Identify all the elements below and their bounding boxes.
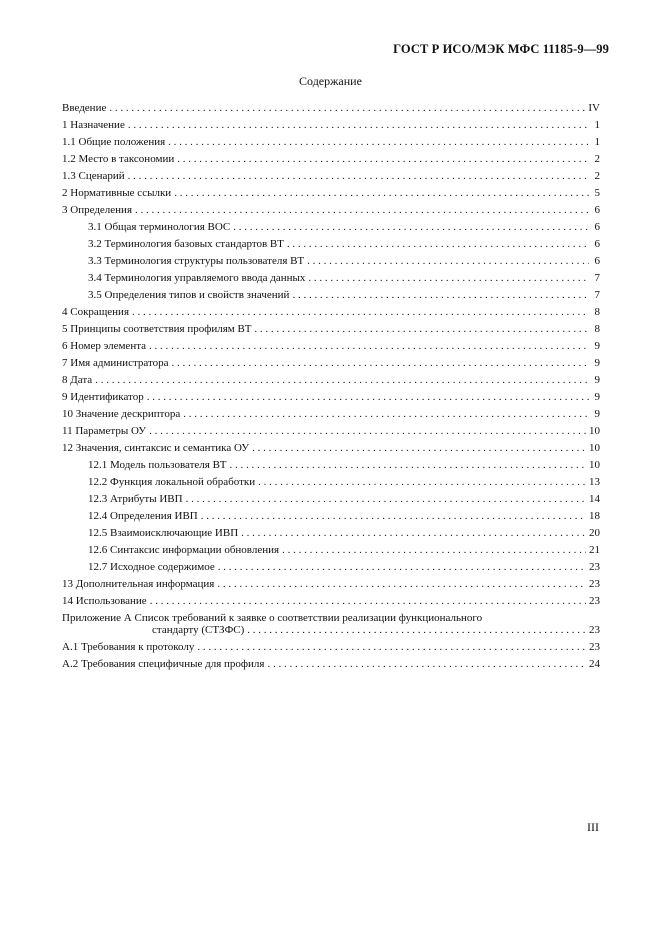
toc-entry-label: 12.1 Модель пользователя ВТ: [88, 459, 227, 471]
toc-leader-dots: [218, 561, 586, 574]
toc-leader-dots: [168, 136, 589, 149]
toc-entry: [62, 323, 600, 336]
toc-entry-page: 8: [594, 306, 600, 318]
toc-entry: [62, 340, 600, 353]
toc-entry-label: 1.3 Сценарий: [62, 170, 125, 182]
toc-entry-page: 6: [594, 238, 600, 250]
toc-entry-page: 9: [594, 374, 600, 386]
toc-leader-dots: [177, 153, 589, 166]
toc-leader-dots: [186, 493, 586, 506]
table-of-contents: [62, 102, 600, 675]
toc-entry-label: 7 Имя администратора: [62, 357, 169, 369]
toc-entry-page: 20: [589, 527, 600, 539]
toc-entry-label: 11 Параметры ОУ: [62, 425, 147, 437]
toc-entry-page: 9: [594, 408, 600, 420]
appendix-title-line1: Приложение А Список требований к заявке о соответствии реализации функционального: [62, 612, 483, 624]
toc-entry-label: 9 Идентификатор: [62, 391, 144, 403]
toc-leader-dots: [258, 476, 586, 489]
toc-entry: [62, 153, 600, 166]
toc-entry: [62, 119, 600, 132]
toc-leader-dots: [147, 391, 589, 404]
toc-entry-label: 3.2 Терминология базовых стандартов ВТ: [88, 238, 284, 250]
toc-leader-dots: [150, 595, 586, 608]
toc-entry-page: 21: [589, 544, 600, 556]
toc-leader-dots: [267, 658, 586, 671]
toc-entry: [62, 459, 600, 472]
toc-entry-page: 1: [594, 119, 600, 131]
toc-entry-label: 12.5 Взаимоисключающие ИВП: [88, 527, 239, 539]
toc-leader-dots: [128, 170, 589, 183]
toc-entry-label: 3.4 Терминология управляемого ввода данных: [88, 272, 306, 284]
toc-entry: [62, 306, 600, 319]
toc-entry-page: 8: [594, 323, 600, 335]
toc-leader-dots: [95, 374, 589, 387]
toc-entry: [62, 136, 600, 149]
toc-entry-label: Введение: [62, 102, 107, 114]
toc-entry-label: 1.2 Место в таксономии: [62, 153, 175, 165]
toc-entry: [62, 238, 600, 251]
toc-entry: [62, 561, 600, 574]
appendix-title-line2-text: стандарту (СТЗФС): [152, 624, 245, 636]
toc-entry: [62, 658, 600, 671]
toc-entry-page: 24: [589, 658, 600, 670]
toc-entry-label: 3 Определения: [62, 204, 133, 216]
toc-leader-dots: [292, 289, 589, 302]
toc-entry-label: 12 Значения, синтаксис и семантика ОУ: [62, 442, 250, 454]
toc-entry-page: 10: [589, 442, 600, 454]
toc-entry-label: 6 Номер элемента: [62, 340, 147, 352]
toc-entry-page: 6: [594, 204, 600, 216]
toc-entry: [62, 204, 600, 217]
toc-entry: [62, 425, 600, 438]
toc-entry-label: 3.3 Терминология структуры пользователя ВТ: [88, 255, 305, 267]
toc-leader-dots: [230, 459, 587, 472]
document-header: ГОСТ Р ИСО/МЭК МФС 11185-9—99: [393, 42, 609, 56]
toc-leader-dots: [308, 272, 589, 285]
toc-entry-page: 7: [594, 272, 600, 284]
toc-entry-page: IV: [588, 102, 600, 114]
toc-leader-dots: [254, 323, 589, 336]
toc-entry-page: 18: [589, 510, 600, 522]
toc-entry: [62, 187, 600, 200]
toc-entry-label: 14 Использование: [62, 595, 147, 607]
toc-entry-label: 13 Дополнительная информация: [62, 578, 215, 590]
toc-entry-label: 4 Сокращения: [62, 306, 129, 318]
toc-entry-page: 9: [594, 357, 600, 369]
toc-entry: [62, 272, 600, 285]
toc-entry: [62, 476, 600, 489]
toc-appendix-entry: [62, 612, 600, 637]
toc-entry: [62, 544, 600, 557]
toc-entry-page: 23: [589, 624, 600, 636]
toc-entry-label: А.1 Требования к протоколу: [62, 641, 195, 653]
toc-entry: [62, 289, 600, 302]
toc-leader-dots: [247, 624, 586, 637]
toc-leader-dots: [135, 204, 589, 217]
toc-entry: [62, 527, 600, 540]
toc-entry-label: 1 Назначение: [62, 119, 125, 131]
toc-entry-page: 6: [594, 221, 600, 233]
toc-entry: [62, 374, 600, 387]
toc-entry-label: 8 Дата: [62, 374, 93, 386]
toc-entry-label: А.2 Требования специфичные для профиля: [62, 658, 265, 670]
toc-entry-page: 23: [589, 641, 600, 653]
toc-title: Содержание: [299, 74, 362, 88]
toc-leader-dots: [174, 187, 589, 200]
toc-leader-dots: [109, 102, 585, 115]
toc-entry-label: 12.3 Атрибуты ИВП: [88, 493, 183, 505]
toc-entry-label: 5 Принципы соответствия профилям ВТ: [62, 323, 252, 335]
toc-entry-label: 12.6 Синтаксис информации обновления: [88, 544, 280, 556]
toc-entry-label: 3.5 Определения типов и свойств значений: [88, 289, 290, 301]
toc-leader-dots: [128, 119, 589, 132]
toc-leader-dots: [132, 306, 589, 319]
toc-entry: [62, 493, 600, 506]
page-number: III: [587, 820, 599, 834]
toc-leader-dots: [233, 221, 589, 234]
toc-entry: [62, 408, 600, 421]
toc-entry-page: 10: [589, 425, 600, 437]
toc-leader-dots: [217, 578, 586, 591]
toc-entry: [62, 595, 600, 608]
toc-entry-page: 10: [589, 459, 600, 471]
toc-entry: [62, 102, 600, 115]
toc-entry-label: 12.2 Функция локальной обработки: [88, 476, 256, 488]
toc-entry: [62, 170, 600, 183]
toc-entry-label: 1.1 Общие положения: [62, 136, 166, 148]
toc-entry-label: 10 Значение дескриптора: [62, 408, 181, 420]
toc-entry: [62, 221, 600, 234]
toc-entry: [62, 255, 600, 268]
toc-entry-page: 2: [594, 153, 600, 165]
toc-leader-dots: [149, 340, 589, 353]
toc-entry-label: 12.7 Исходное содержимое: [88, 561, 215, 573]
toc-entry-page: 13: [589, 476, 600, 488]
toc-entry-page: 23: [589, 595, 600, 607]
toc-entry: [62, 510, 600, 523]
toc-leader-dots: [241, 527, 586, 540]
toc-entry-page: 23: [589, 561, 600, 573]
toc-entry: [62, 641, 600, 654]
toc-entry-label: 12.4 Определения ИВП: [88, 510, 198, 522]
toc-leader-dots: [172, 357, 589, 370]
toc-leader-dots: [252, 442, 586, 455]
appendix-title-line2: [62, 624, 600, 637]
toc-entry-page: 14: [589, 493, 600, 505]
toc-entry: [62, 357, 600, 370]
toc-leader-dots: [307, 255, 589, 268]
toc-entry-label: 3.1 Общая терминология ВОС: [88, 221, 231, 233]
toc-entry: [62, 442, 600, 455]
toc-leader-dots: [149, 425, 586, 438]
toc-entry: [62, 578, 600, 591]
toc-leader-dots: [183, 408, 589, 421]
toc-entry: [62, 391, 600, 404]
toc-entry-label: 2 Нормативные ссылки: [62, 187, 172, 199]
toc-leader-dots: [287, 238, 589, 251]
toc-leader-dots: [201, 510, 586, 523]
toc-entry-page: 6: [594, 255, 600, 267]
toc-entry-page: 9: [594, 340, 600, 352]
toc-entry-page: 7: [594, 289, 600, 301]
toc-entry-page: 23: [589, 578, 600, 590]
toc-entry-page: 9: [594, 391, 600, 403]
toc-entry-page: 1: [594, 136, 600, 148]
toc-entry-page: 5: [594, 187, 600, 199]
toc-leader-dots: [282, 544, 586, 557]
toc-leader-dots: [197, 641, 586, 654]
toc-entry-page: 2: [594, 170, 600, 182]
